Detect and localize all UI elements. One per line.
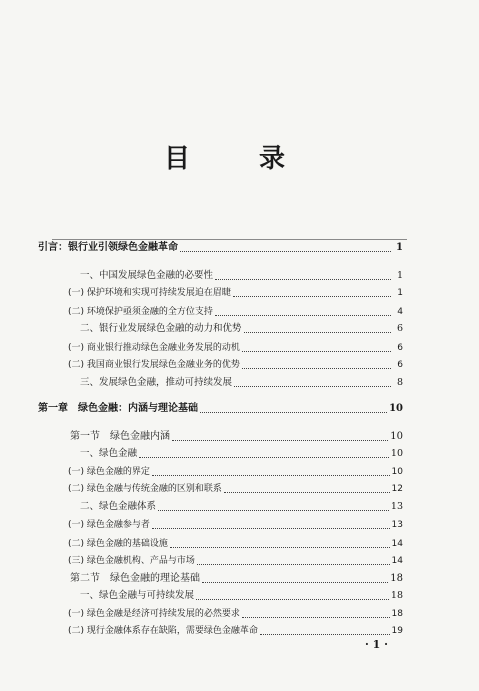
dot-leader xyxy=(234,377,391,387)
toc-entry-title: 一、绿色金融 xyxy=(80,448,138,459)
toc-entry-page-number: 8 xyxy=(396,377,403,388)
header-rule xyxy=(52,239,407,240)
toc-entry-page-number: 1 xyxy=(396,270,403,281)
dot-leader xyxy=(200,403,387,413)
dot-leader xyxy=(139,448,389,458)
dot-leader xyxy=(172,431,388,441)
toc-entry xyxy=(80,500,403,514)
toc-entry xyxy=(80,589,403,603)
toc-entry xyxy=(80,447,403,461)
dot-leader xyxy=(197,555,390,565)
toc-entry xyxy=(68,465,403,479)
toc-entry xyxy=(68,624,403,638)
toc-entry-title: (一) 保护环境和实现可持续发展迫在眉睫 xyxy=(68,288,231,298)
page-number-footer: · 1 · xyxy=(365,638,388,651)
toc-entry xyxy=(68,358,403,372)
toc-entry xyxy=(68,518,403,532)
toc-entry-title: 一、绿色金融与可持续发展 xyxy=(80,590,195,601)
toc-entry-title: (二) 绿色金融与传统金融的区别和联系 xyxy=(68,484,222,494)
toc-entry xyxy=(68,305,403,319)
toc-entry-title: (一) 绿色金融是经济可持续发展的必然要求 xyxy=(68,609,240,619)
toc-entry-title: 引言：银行业引领绿色金融革命 xyxy=(38,242,178,253)
toc-entry-page-number: 12 xyxy=(391,484,403,494)
toc-entry-page-number: 4 xyxy=(397,307,403,317)
toc-entry-title: (一) 绿色金融的界定 xyxy=(68,467,150,477)
dot-leader xyxy=(180,242,391,252)
toc-entry-page-number: 6 xyxy=(397,343,403,353)
toc-entry-page-number: 10 xyxy=(389,403,403,414)
toc-entry-page-number: 13 xyxy=(390,501,403,512)
toc-entry-title: (二) 我国商业银行发展绿色金融业务的优势 xyxy=(68,360,240,370)
toc-entry-title: (二) 现行金融体系存在缺陷，需要绿色金融革命 xyxy=(68,626,258,636)
toc-entry-page-number: 10 xyxy=(390,431,403,442)
dot-leader xyxy=(152,519,390,529)
toc-entry-page-number: 1 xyxy=(396,242,403,253)
toc-entry-page-number: 10 xyxy=(390,448,403,459)
toc-entry xyxy=(38,241,403,255)
toc-entry xyxy=(68,482,403,496)
dot-leader xyxy=(224,483,390,493)
dot-leader xyxy=(244,323,391,333)
toc-entry-page-number: 14 xyxy=(391,556,403,566)
dot-leader xyxy=(242,608,390,618)
dot-leader xyxy=(215,306,391,316)
dot-leader xyxy=(152,466,390,476)
toc-entry-title: 一、中国发展绿色金融的必要性 xyxy=(80,270,214,281)
toc-entry-title: (一) 绿色金融参与者 xyxy=(68,520,150,530)
toc-entry-title: 三、发展绿色金融，推动可持续发展 xyxy=(80,377,233,388)
toc-entry xyxy=(68,286,403,300)
toc-entry xyxy=(68,554,403,568)
toc-entry-page-number: 19 xyxy=(391,626,403,636)
toc-entry-title: 第二节 绿色金融的理论基础 xyxy=(70,573,200,584)
toc-entry-page-number: 13 xyxy=(391,520,403,530)
dot-leader xyxy=(233,287,391,297)
dot-leader xyxy=(260,625,390,635)
page-title: 目 录 xyxy=(163,144,316,174)
toc-entry xyxy=(70,430,403,444)
toc-entry-title: 二、银行业发展绿色金融的动力和优势 xyxy=(80,323,242,334)
toc-entry-title: 二、绿色金融体系 xyxy=(80,501,157,512)
toc-entry-title: (一) 商业银行推动绿色金融业务发展的动机 xyxy=(68,343,240,353)
dot-leader xyxy=(170,538,390,548)
toc-entry xyxy=(38,402,403,416)
toc-entry-page-number: 14 xyxy=(391,539,403,549)
dot-leader xyxy=(196,590,389,600)
toc-entry xyxy=(68,537,403,551)
toc-entry-page-number: 18 xyxy=(390,573,403,584)
toc-entry xyxy=(80,322,403,336)
dot-leader xyxy=(158,501,389,511)
toc-entry-page-number: 18 xyxy=(391,609,403,619)
dot-leader xyxy=(242,342,391,352)
toc-entry-title: 第一章 绿色金融：内涵与理论基础 xyxy=(38,403,198,414)
toc-entry-page-number: 18 xyxy=(390,590,403,601)
toc-entry-page-number: 10 xyxy=(391,467,403,477)
toc-entry-title: (二) 环境保护亟须金融的全方位支持 xyxy=(68,307,213,317)
dot-leader xyxy=(242,359,391,369)
toc-entry-page-number: 1 xyxy=(397,288,403,298)
toc-entry xyxy=(68,607,403,621)
toc-entry-title: (二) 绿色金融的基础设施 xyxy=(68,539,168,549)
dot-leader xyxy=(215,270,391,280)
dot-leader xyxy=(202,573,388,583)
toc-entry-title: 第一节 绿色金融内涵 xyxy=(70,431,170,442)
toc-entry-page-number: 6 xyxy=(397,360,403,370)
toc-entry xyxy=(80,269,403,283)
toc-entry xyxy=(70,572,403,586)
toc-entry-title: (三) 绿色金融机构、产品与市场 xyxy=(68,556,195,566)
toc-entry xyxy=(68,341,403,355)
toc-entry-page-number: 6 xyxy=(396,323,403,334)
toc-entry xyxy=(80,376,403,390)
